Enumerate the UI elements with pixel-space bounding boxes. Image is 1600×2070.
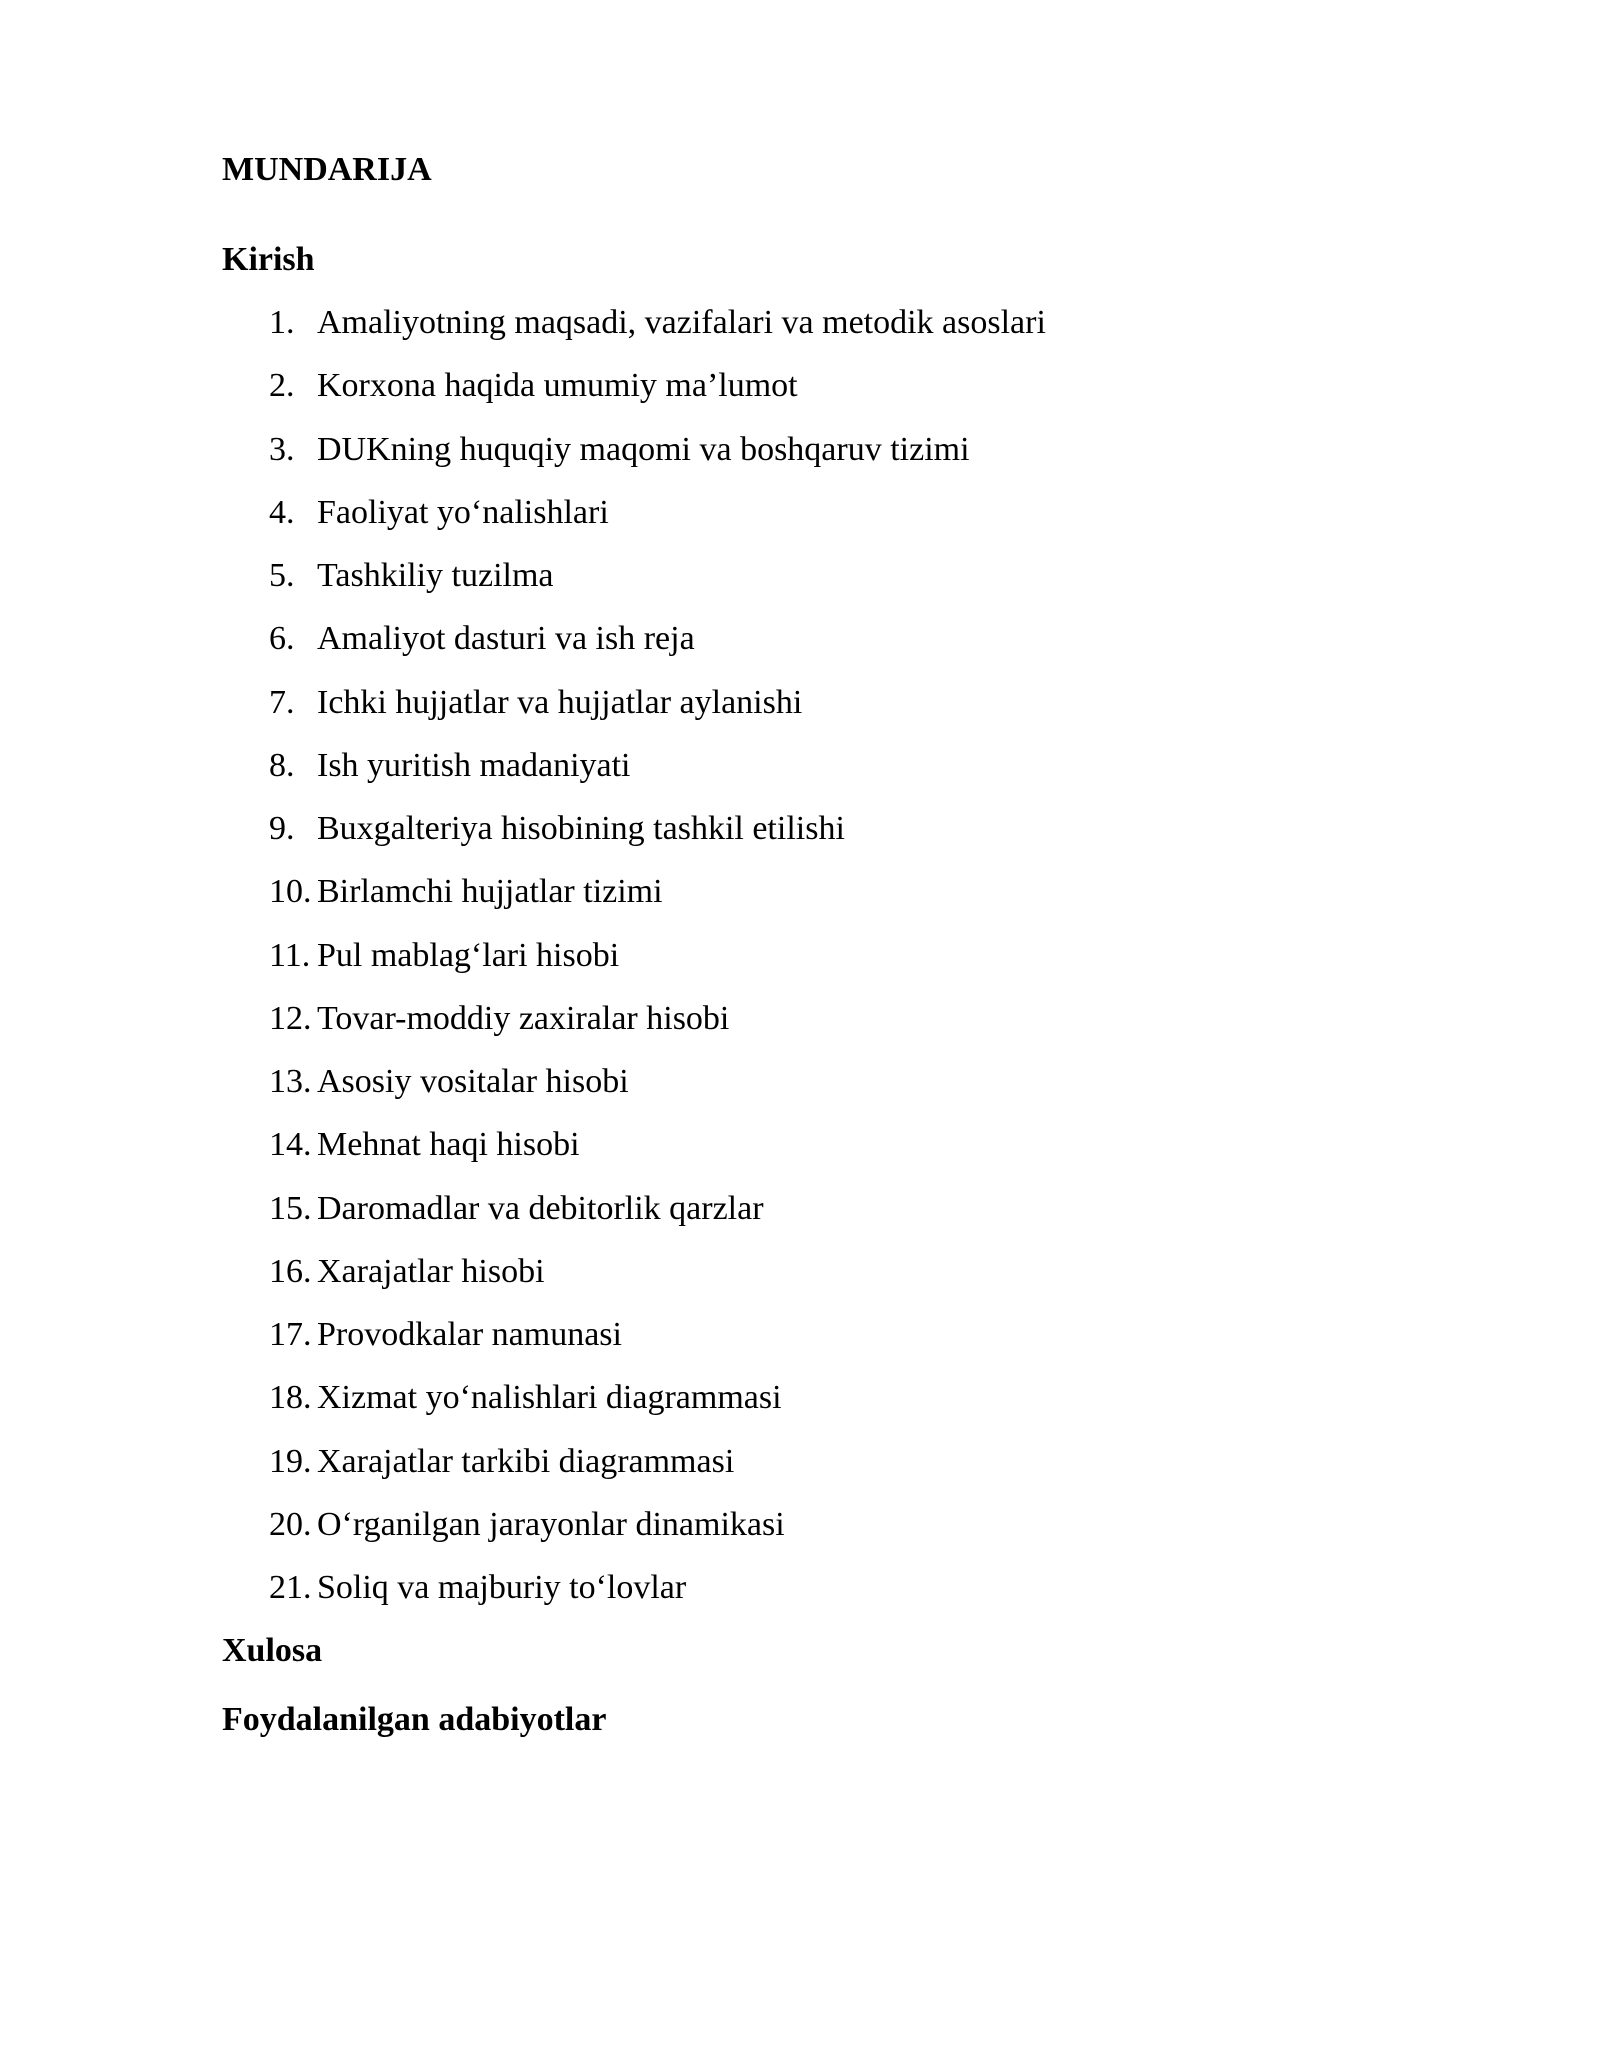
toc-text: Ichki hujjatlar va hujjatlar aylanishi	[317, 683, 803, 721]
toc-item	[222, 995, 1422, 1043]
toc-number: 2.	[269, 367, 295, 405]
toc-item	[222, 489, 1422, 537]
toc-number: 10.	[269, 873, 312, 911]
toc-text: Korxona haqida umumiy ma’lumot	[317, 367, 798, 405]
toc-number: 7.	[269, 683, 295, 721]
toc-text: Birlamchi hujjatlar tizimi	[317, 873, 663, 911]
toc-item	[222, 805, 1422, 853]
toc-number: 3.	[269, 430, 295, 468]
toc-number: 11.	[269, 936, 311, 974]
toc-text: Daromadlar va debitorlik qarzlar	[317, 1189, 764, 1227]
toc-number: 9.	[269, 810, 295, 847]
heading-conclusion: Xulosa	[222, 1632, 323, 1670]
toc-number: 13.	[269, 1063, 312, 1100]
toc-text: Xarajatlar hisobi	[317, 1252, 545, 1290]
toc-text: Amaliyot dasturi va ish reja	[317, 620, 695, 658]
toc-item	[222, 932, 1422, 980]
toc-text: Buxgalteriya hisobining tashkil etilishi	[317, 810, 845, 847]
toc-item	[222, 868, 1422, 916]
toc-item	[222, 1438, 1422, 1486]
toc-item	[222, 426, 1422, 474]
toc-number: 5.	[269, 557, 295, 594]
toc-text: Amaliyotning maqsadi, vazifalari va metodik asoslari	[317, 304, 1046, 341]
heading-intro: Kirish	[222, 241, 315, 278]
toc-number: 17.	[269, 1316, 312, 1353]
toc-list	[222, 299, 1422, 1612]
toc-number: 15.	[269, 1189, 312, 1227]
heading-references: Foydalanilgan adabiyotlar	[222, 1701, 607, 1739]
toc-text: Provodkalar namunasi	[317, 1316, 622, 1353]
toc-text: DUKning huquqiy maqomi va boshqaruv tizimi	[317, 430, 970, 468]
toc-text: Tovar-moddiy zaxiralar hisobi	[317, 999, 730, 1037]
toc-text: Asosiy vositalar hisobi	[317, 1063, 629, 1100]
toc-item	[222, 1058, 1422, 1106]
toc-number: 18.	[269, 1379, 312, 1417]
toc-text: Soliq va majburiy to‘lovlar	[317, 1569, 687, 1606]
toc-text: Xizmat yo‘nalishlari diagrammasi	[317, 1379, 782, 1417]
toc-number: 19.	[269, 1442, 312, 1480]
toc-item	[222, 1185, 1422, 1233]
toc-number: 4.	[269, 493, 295, 531]
toc-text: Tashkiliy tuzilma	[317, 557, 554, 594]
toc-number: 14.	[269, 1126, 312, 1164]
toc-text: Pul mablag‘lari hisobi	[317, 936, 620, 974]
toc-number: 6.	[269, 620, 295, 658]
toc-item	[222, 1374, 1422, 1422]
toc-item	[222, 299, 1422, 347]
toc-item	[222, 1248, 1422, 1296]
toc-number: 16.	[269, 1252, 312, 1290]
toc-item	[222, 1501, 1422, 1549]
toc-text: Ish yuritish madaniyati	[317, 746, 631, 784]
toc-item	[222, 1121, 1422, 1169]
toc-item	[222, 679, 1422, 727]
toc-number: 8.	[269, 746, 295, 784]
toc-text: Faoliyat yo‘nalishlari	[317, 493, 609, 531]
toc-number: 12.	[269, 999, 312, 1037]
table-of-contents	[222, 146, 1422, 1744]
toc-text: O‘rganilgan jarayonlar dinamikasi	[317, 1505, 785, 1543]
toc-text: Mehnat haqi hisobi	[317, 1126, 580, 1164]
toc-item	[222, 1311, 1422, 1359]
toc-text: Xarajatlar tarkibi diagrammasi	[317, 1442, 735, 1480]
toc-number: 21.	[269, 1569, 312, 1606]
toc-item	[222, 552, 1422, 600]
toc-item	[222, 742, 1422, 790]
toc-number: 1.	[269, 304, 295, 341]
toc-item	[222, 615, 1422, 663]
toc-item	[222, 362, 1422, 410]
toc-item	[222, 1564, 1422, 1612]
page-title: MUNDARIJA	[222, 151, 432, 188]
toc-number: 20.	[269, 1505, 312, 1543]
